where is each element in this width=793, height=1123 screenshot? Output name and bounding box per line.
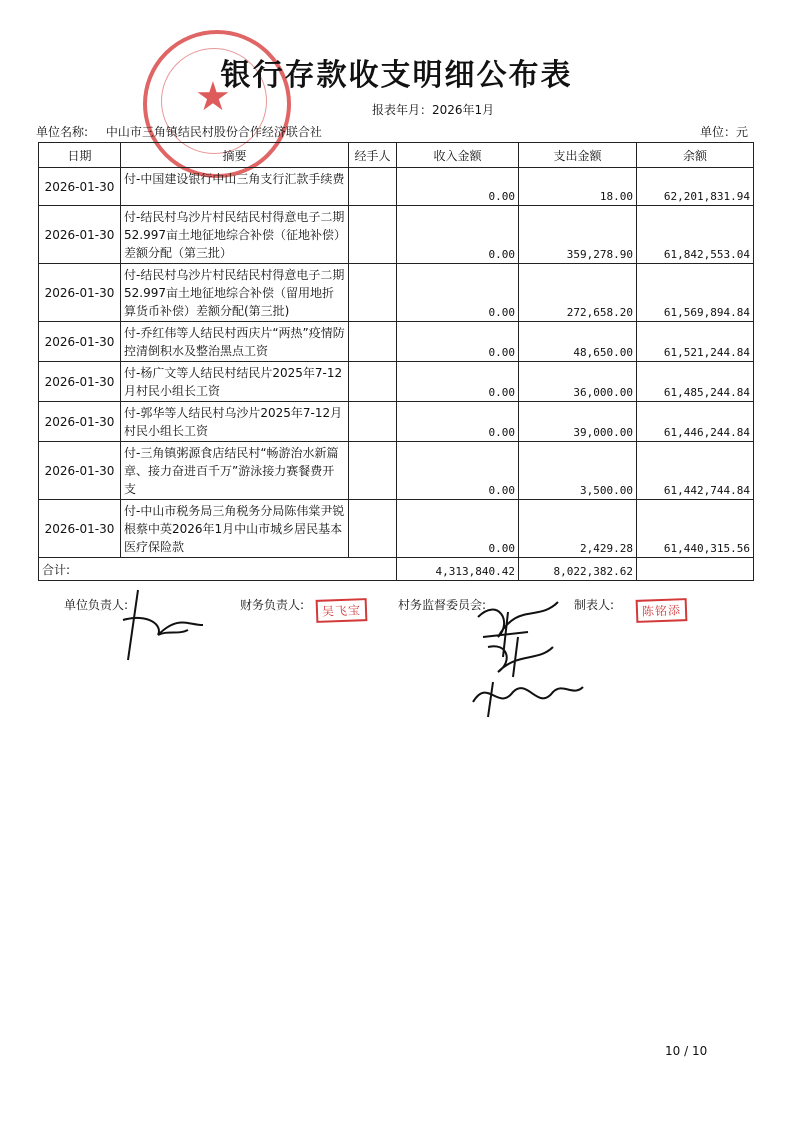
row-date: 2026-01-30 [39,362,121,402]
supervisor-signatures [468,592,588,722]
row-expense: 359,278.90 [519,206,637,264]
table-row [39,264,754,322]
row-summary: 付-乔红伟等人结民村西庆片“两热”疫情防控清倒积水及整治黑点工资 [121,322,349,362]
row-income: 0.00 [397,500,519,558]
row-balance: 61,842,553.04 [637,206,754,264]
row-income: 0.00 [397,168,519,206]
col-header-handler: 经手人 [349,143,397,168]
row-balance: 61,442,744.84 [637,442,754,500]
row-income: 0.00 [397,206,519,264]
row-date: 2026-01-30 [39,264,121,322]
row-handler [349,402,397,442]
col-header-summary: 摘要 [121,143,349,168]
table-header-row [39,143,754,168]
table-row [39,402,754,442]
table-row [39,322,754,362]
row-date: 2026-01-30 [39,402,121,442]
row-summary: 付-杨广文等人结民村结民片2025年7-12月村民小组长工资 [121,362,349,402]
row-expense: 18.00 [519,168,637,206]
row-handler [349,168,397,206]
row-income: 0.00 [397,402,519,442]
row-date: 2026-01-30 [39,442,121,500]
row-date: 2026-01-30 [39,168,121,206]
finance-head-name-stamp: 吴飞宝 [316,598,368,623]
page-title: 银行存款收支明细公布表 [220,58,573,93]
row-income: 0.00 [397,264,519,322]
row-handler [349,264,397,322]
row-expense: 36,000.00 [519,362,637,402]
report-period: 报表年月：2026年1月 [372,103,495,117]
preparer-name-stamp: 陈铭添 [636,598,688,623]
total-row [39,558,754,581]
row-date: 2026-01-30 [39,206,121,264]
row-handler [349,206,397,264]
supervisor-label: 村务监督委员会: [398,598,487,612]
col-header-balance: 余额 [637,143,754,168]
row-date: 2026-01-30 [39,500,121,558]
unit-head-signature [118,585,208,665]
col-header-income: 收入金额 [397,143,519,168]
row-expense: 39,000.00 [519,402,637,442]
preparer-label: 制表人: [574,598,615,612]
row-balance: 61,569,894.84 [637,264,754,322]
ledger-table [38,142,754,581]
row-balance: 61,485,244.84 [637,362,754,402]
row-expense: 48,650.00 [519,322,637,362]
row-summary: 付-三角镇粥源食店结民村“畅游治水新篇章、接力奋进百千万”游泳接力赛餐费开支 [121,442,349,500]
total-balance-empty [637,558,754,581]
row-summary: 付-结民村乌沙片村民结民村得意电子二期52.997亩土地征地综合补偿（征地补偿）差额分配（第三批） [121,206,349,264]
unit-label: 单位名称: [36,125,89,139]
row-expense: 3,500.00 [519,442,637,500]
unit-name: 中山市三角镇结民村股份合作经济联合社 [105,125,322,139]
row-balance: 61,440,315.56 [637,500,754,558]
row-expense: 272,658.20 [519,264,637,322]
unit-info-row [36,123,752,140]
row-income: 0.00 [397,442,519,500]
row-balance: 61,521,244.84 [637,322,754,362]
table-row [39,168,754,206]
finance-head-label: 财务负责人: [240,598,305,612]
unit-head-label: 单位负责人: [64,598,129,612]
currency-unit: 单位：元 [699,125,748,139]
total-expense: 8,022,382.62 [519,558,637,581]
table-row [39,500,754,558]
col-header-expense: 支出金额 [519,143,637,168]
official-seal-stamp: ★ [143,30,291,178]
row-handler [349,362,397,402]
row-summary: 付-结民村乌沙片村民结民村得意电子二期52.997亩土地征地综合补偿（留用地折算货币补偿）差额分配(第三批) [121,264,349,322]
row-summary: 付-中山市税务局三角税务分局陈伟棠尹锐根蔡中英2026年1月中山市城乡居民基本医疗保险款 [121,500,349,558]
unit-name-group [36,125,336,139]
row-balance: 62,201,831.94 [637,168,754,206]
row-handler [349,442,397,500]
row-income: 0.00 [397,362,519,402]
table-row [39,206,754,264]
total-label: 合计: [39,558,397,581]
page-number: 10 / 10 [665,1044,708,1058]
row-handler [349,322,397,362]
row-handler [349,500,397,558]
row-summary: 付-郭华等人结民村乌沙片2025年7-12月村民小组长工资 [121,402,349,442]
col-header-date: 日期 [39,143,121,168]
table-row [39,442,754,500]
total-income: 4,313,840.42 [397,558,519,581]
table-row [39,362,754,402]
row-summary: 付-中国建设银行中山三角支行汇款手续费 [121,168,349,206]
row-income: 0.00 [397,322,519,362]
row-date: 2026-01-30 [39,322,121,362]
row-expense: 2,429.28 [519,500,637,558]
row-balance: 61,446,244.84 [637,402,754,442]
